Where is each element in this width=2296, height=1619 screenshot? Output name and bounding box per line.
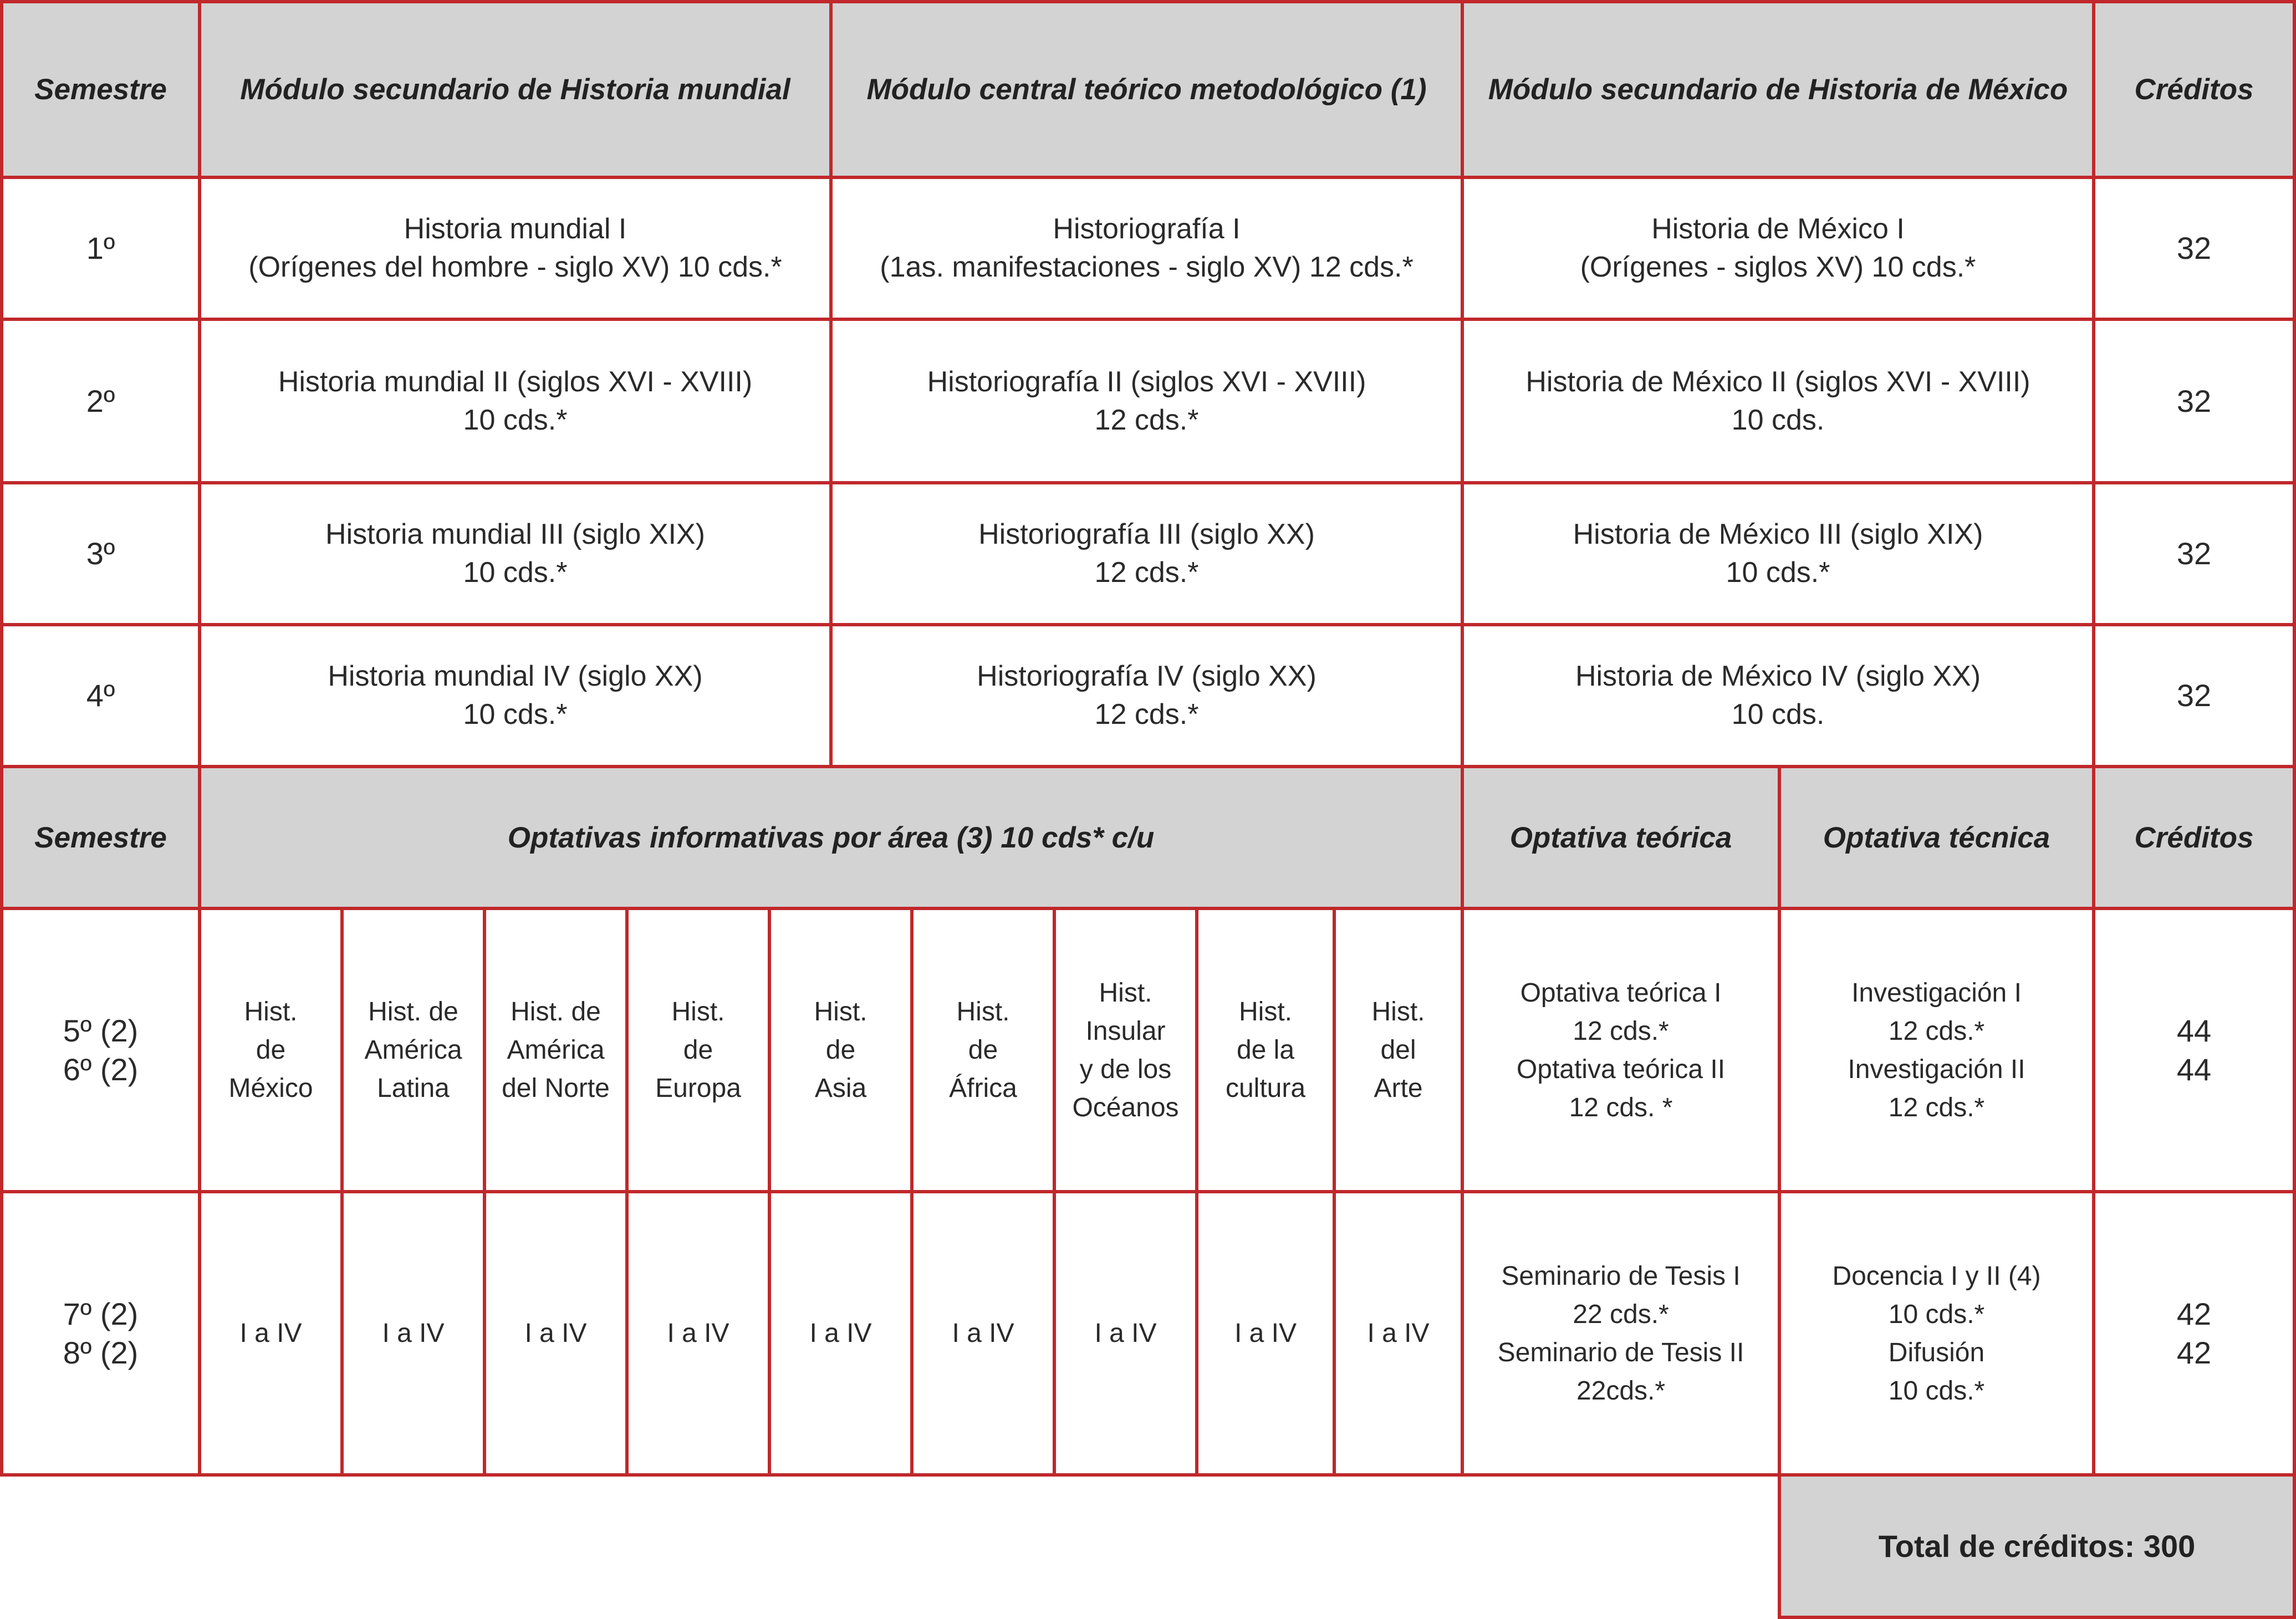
optativa-tecnica-cell: Investigación I 12 cds.* Investigación II 12 cds.* — [1778, 907, 2095, 1193]
credits-cell: 44 44 — [2092, 907, 2296, 1193]
semester-cell: 4º — [0, 623, 201, 768]
credits-cell: 32 — [2092, 481, 2296, 626]
area-cell: Hist. de Europa — [625, 907, 771, 1193]
semester-cell: 3º — [0, 481, 201, 626]
area-cell: Hist. de Asia — [768, 907, 914, 1193]
course-cell: Historia de México IV (siglo XX) 10 cds. — [1461, 623, 2095, 768]
area-cell: Hist. Insular y de los Océanos — [1053, 907, 1198, 1193]
area-cell: Hist. de la cultura — [1195, 907, 1336, 1193]
total-credits: Total de créditos: 300 — [1778, 1473, 2296, 1619]
header-modulo-mexico: Módulo secundario de Historia de México — [1461, 0, 2095, 179]
course-cell: Historia de México I (Orígenes - siglos XV) 10 cds.* — [1461, 176, 2095, 321]
header-optativa-tecnica: Optativa técnica — [1778, 765, 2095, 910]
course-cell: Historia de México II (siglos XVI - XVIII) 10 cds. — [1461, 318, 2095, 484]
area-value-cell: I a IV — [625, 1190, 771, 1477]
course-cell: Historia mundial III (siglo XIX) 10 cds.* — [198, 481, 833, 626]
credits-cell: 32 — [2092, 176, 2296, 321]
header-optativa-teorica: Optativa teórica — [1461, 765, 1781, 910]
area-value-cell: I a IV — [1053, 1190, 1198, 1477]
area-value-cell: I a IV — [910, 1190, 1056, 1477]
semester-cell: 2º — [0, 318, 201, 484]
semester-cell: 1º — [0, 176, 201, 321]
course-cell: Historiografía II (siglos XVI - XVIII) 12 cds.* — [829, 318, 1464, 484]
credits-cell: 32 — [2092, 623, 2296, 768]
area-value-cell: I a IV — [1333, 1190, 1464, 1477]
optativa-teorica-cell: Seminario de Tesis I 22 cds.* Seminario de Tesis II 22cds.* — [1461, 1190, 1781, 1477]
credits-cell: 42 42 — [2092, 1190, 2296, 1477]
area-value-cell: I a IV — [1195, 1190, 1336, 1477]
header-optativas-informativas: Optativas informativas por área (3) 10 cds* c/u — [198, 765, 1464, 910]
header-semestre-2: Semestre — [0, 765, 201, 910]
semester-cell: 5º (2) 6º (2) — [0, 907, 201, 1193]
area-cell: Hist. del Arte — [1333, 907, 1464, 1193]
optativa-tecnica-cell: Docencia I y II (4) 10 cds.* Difusión 10 cds.* — [1778, 1190, 2095, 1477]
header-semestre: Semestre — [0, 0, 201, 179]
course-cell: Historiografía III (siglo XX) 12 cds.* — [829, 481, 1464, 626]
course-cell: Historia mundial I (Orígenes del hombre - siglo XV) 10 cds.* — [198, 176, 833, 321]
credits-cell: 32 — [2092, 318, 2296, 484]
area-value-cell: I a IV — [198, 1190, 344, 1477]
header-modulo-central: Módulo central teórico metodológico (1) — [829, 0, 1464, 179]
course-cell: Historia mundial IV (siglo XX) 10 cds.* — [198, 623, 833, 768]
course-cell: Historia mundial II (siglos XVI - XVIII) 10 cds.* — [198, 318, 833, 484]
area-value-cell: I a IV — [483, 1190, 629, 1477]
course-cell: Historiografía I (1as. manifestaciones - siglo XV) 12 cds.* — [829, 176, 1464, 321]
header-creditos-2: Créditos — [2092, 765, 2296, 910]
area-value-cell: I a IV — [768, 1190, 914, 1477]
course-cell: Historia de México III (siglo XIX) 10 cds.* — [1461, 481, 2095, 626]
area-cell: Hist. de México — [198, 907, 344, 1193]
area-cell: Hist. de América del Norte — [483, 907, 629, 1193]
course-cell: Historiografía IV (siglo XX) 12 cds.* — [829, 623, 1464, 768]
area-value-cell: I a IV — [340, 1190, 486, 1477]
semester-cell: 7º (2) 8º (2) — [0, 1190, 201, 1477]
header-modulo-mundial: Módulo secundario de Historia mundial — [198, 0, 833, 179]
optativa-teorica-cell: Optativa teórica I 12 cds.* Optativa teórica II 12 cds. * — [1461, 907, 1781, 1193]
header-creditos: Créditos — [2092, 0, 2296, 179]
area-cell: Hist. de África — [910, 907, 1056, 1193]
area-cell: Hist. de América Latina — [340, 907, 486, 1193]
